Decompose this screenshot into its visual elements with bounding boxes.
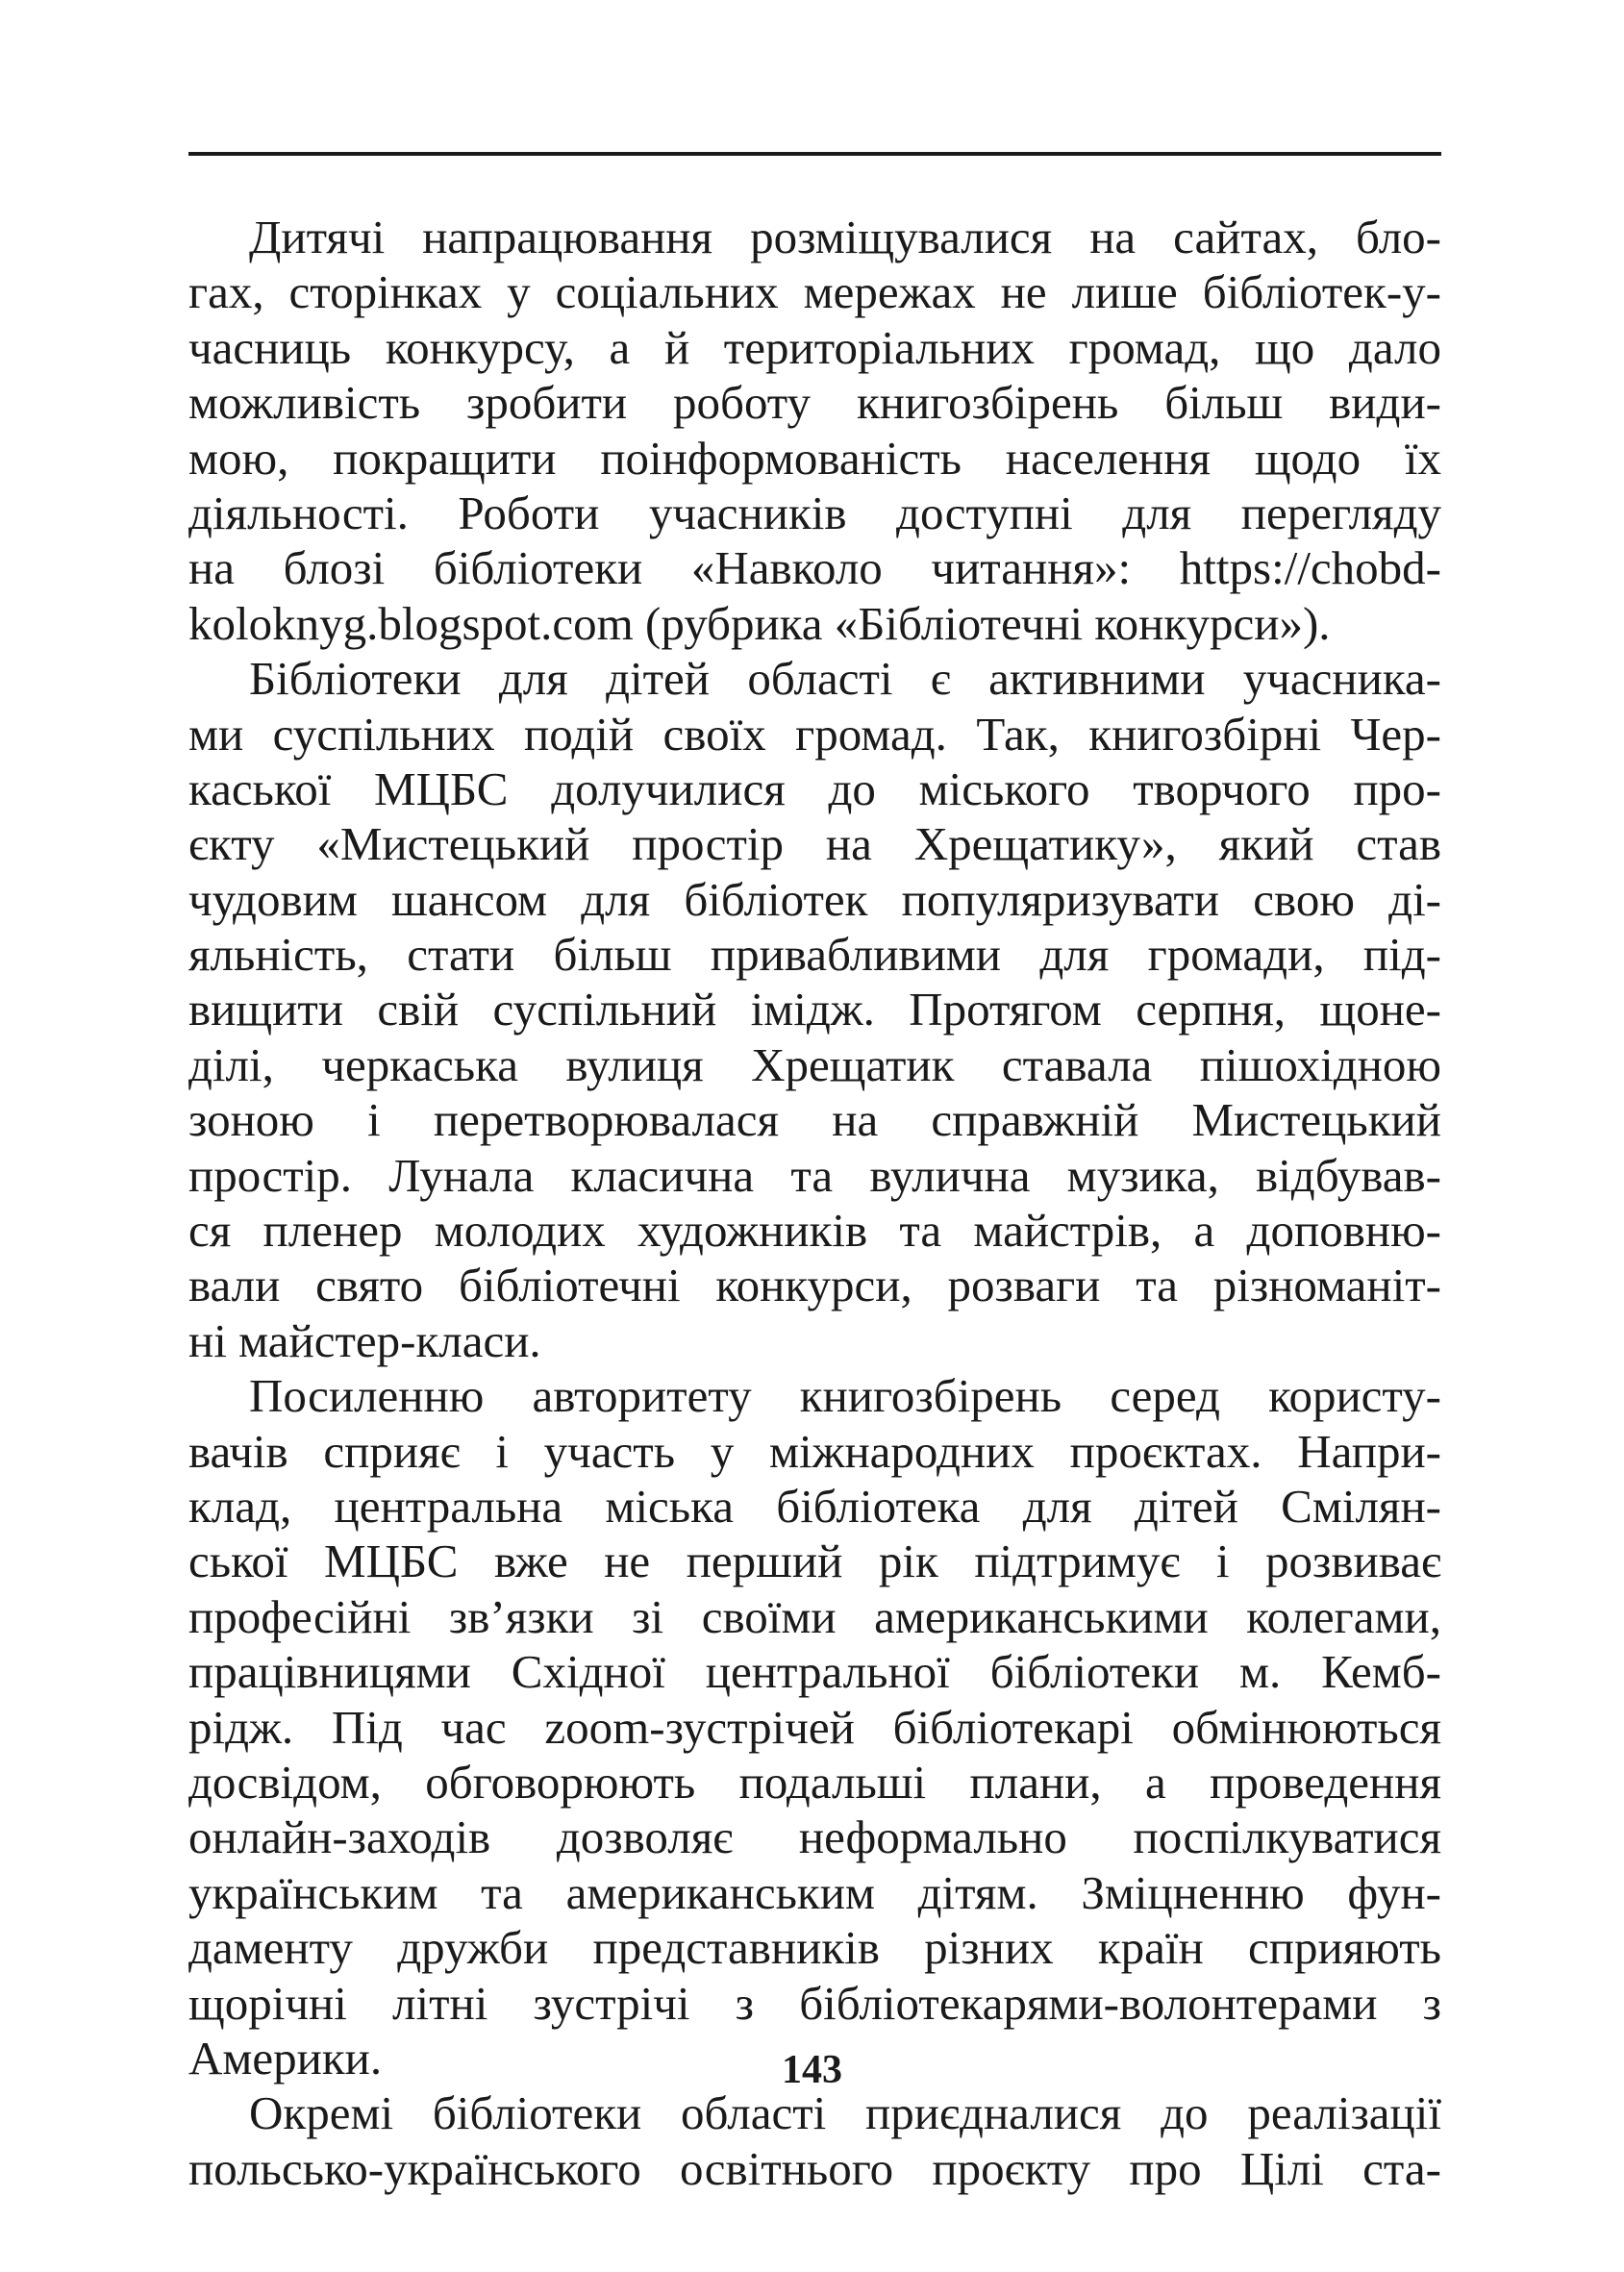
text-line: простір. Лунала класична та вулична музика, відбував-: [188, 1148, 1441, 1202]
text-line: діяльності. Роботи учасників доступні для перегляду: [188, 486, 1441, 539]
text-line: ні майстер-класи.: [188, 1313, 541, 1367]
page-number: 143: [782, 2048, 842, 2092]
text-line: яльність, стати більш привабливими для громади, під-: [188, 928, 1441, 982]
text-line: мою, покращити поінформованість населення щодо їх: [188, 431, 1441, 485]
text-line: рідж. Під час zoom-зустрічей бібліотекарі обмінюються: [188, 1700, 1441, 1754]
text-line: koloknyg.blogspot.com (рубрика «Бібліотечні конкурси»).: [188, 596, 1331, 650]
text-line: зоною і перетворювалася на справжній Мистецький: [188, 1093, 1441, 1147]
text-line: клад, центральна міська бібліотека для дітей Смілян-: [188, 1479, 1441, 1533]
text-line: каської МЦБС долучилися до міського творчого про-: [188, 761, 1441, 815]
header-rule: [188, 152, 1441, 156]
text-line: професійні зв’язки зі своїми американськими колегами,: [188, 1589, 1441, 1643]
text-line: вали свято бібліотечні конкурси, розваги та різноманіт-: [188, 1259, 1441, 1312]
text-line: ської МЦБС вже не перший рік підтримує і розвиває: [188, 1535, 1441, 1588]
text-line: Посиленню авторитету книгозбірень серед користу-: [249, 1369, 1441, 1423]
text-line: українським та американським дітям. Зміцненню фун-: [188, 1865, 1441, 1919]
text-line: Дитячі напрацювання розміщувалися на сайтах, бло-: [249, 211, 1441, 263]
text-line: вачів сприяє і участь у міжнародних проєктах. Напри-: [188, 1424, 1441, 1478]
text-line: щорічні літні зустрічі з бібліотекарями-волонтерами з: [188, 1976, 1441, 2030]
body-text: [188, 210, 1441, 2196]
text-line: Бібліотеки для дітей області є активними учасника-: [249, 652, 1441, 706]
text-line: вищити свій суспільний імідж. Протягом серпня, щоне-: [188, 983, 1441, 1036]
text-line: досвідом, обговорюють подальші плани, а проведення: [188, 1755, 1441, 1809]
text-line: на блозі бібліотеки «Навколо читання»: https://chobd-: [188, 541, 1441, 595]
text-line: ся пленер молодих художників та майстрів, а доповню-: [188, 1204, 1441, 1258]
text-line: чудовим шансом для бібліотек популяризувати свою ді-: [188, 872, 1441, 926]
text-line: онлайн-заходів дозволяє неформально поспілкуватися: [188, 1810, 1441, 1864]
text-line: ми суспільних подій своїх громад. Так, книгозбірні Чер-: [188, 707, 1441, 761]
text-line: можливість зробити роботу книгозбірень більш види-: [188, 376, 1441, 430]
text-line: ділі, черкаська вулиця Хрещатик ставала пішохідною: [188, 1037, 1441, 1091]
text-line: даменту дружби представників різних країн сприяють: [188, 1921, 1441, 1975]
text-line: польсько-українського освітнього проєкту про Цілі ста-: [188, 2141, 1441, 2195]
text-line: єкту «Мистецький простір на Хрещатику», який став: [188, 817, 1441, 871]
text-line: Америки.: [188, 2031, 383, 2085]
text-line: часниць конкурсу, а й територіальних громад, що дало: [188, 320, 1441, 374]
text-line: Окремі бібліотеки області приєдналися до реалізації: [249, 2086, 1441, 2140]
text-line: працівницями Східної центральної бібліотеки м. Кемб-: [188, 1645, 1441, 1699]
text-line: гах, сторінках у соціальних мережах не лише бібліотек-у-: [188, 265, 1441, 319]
